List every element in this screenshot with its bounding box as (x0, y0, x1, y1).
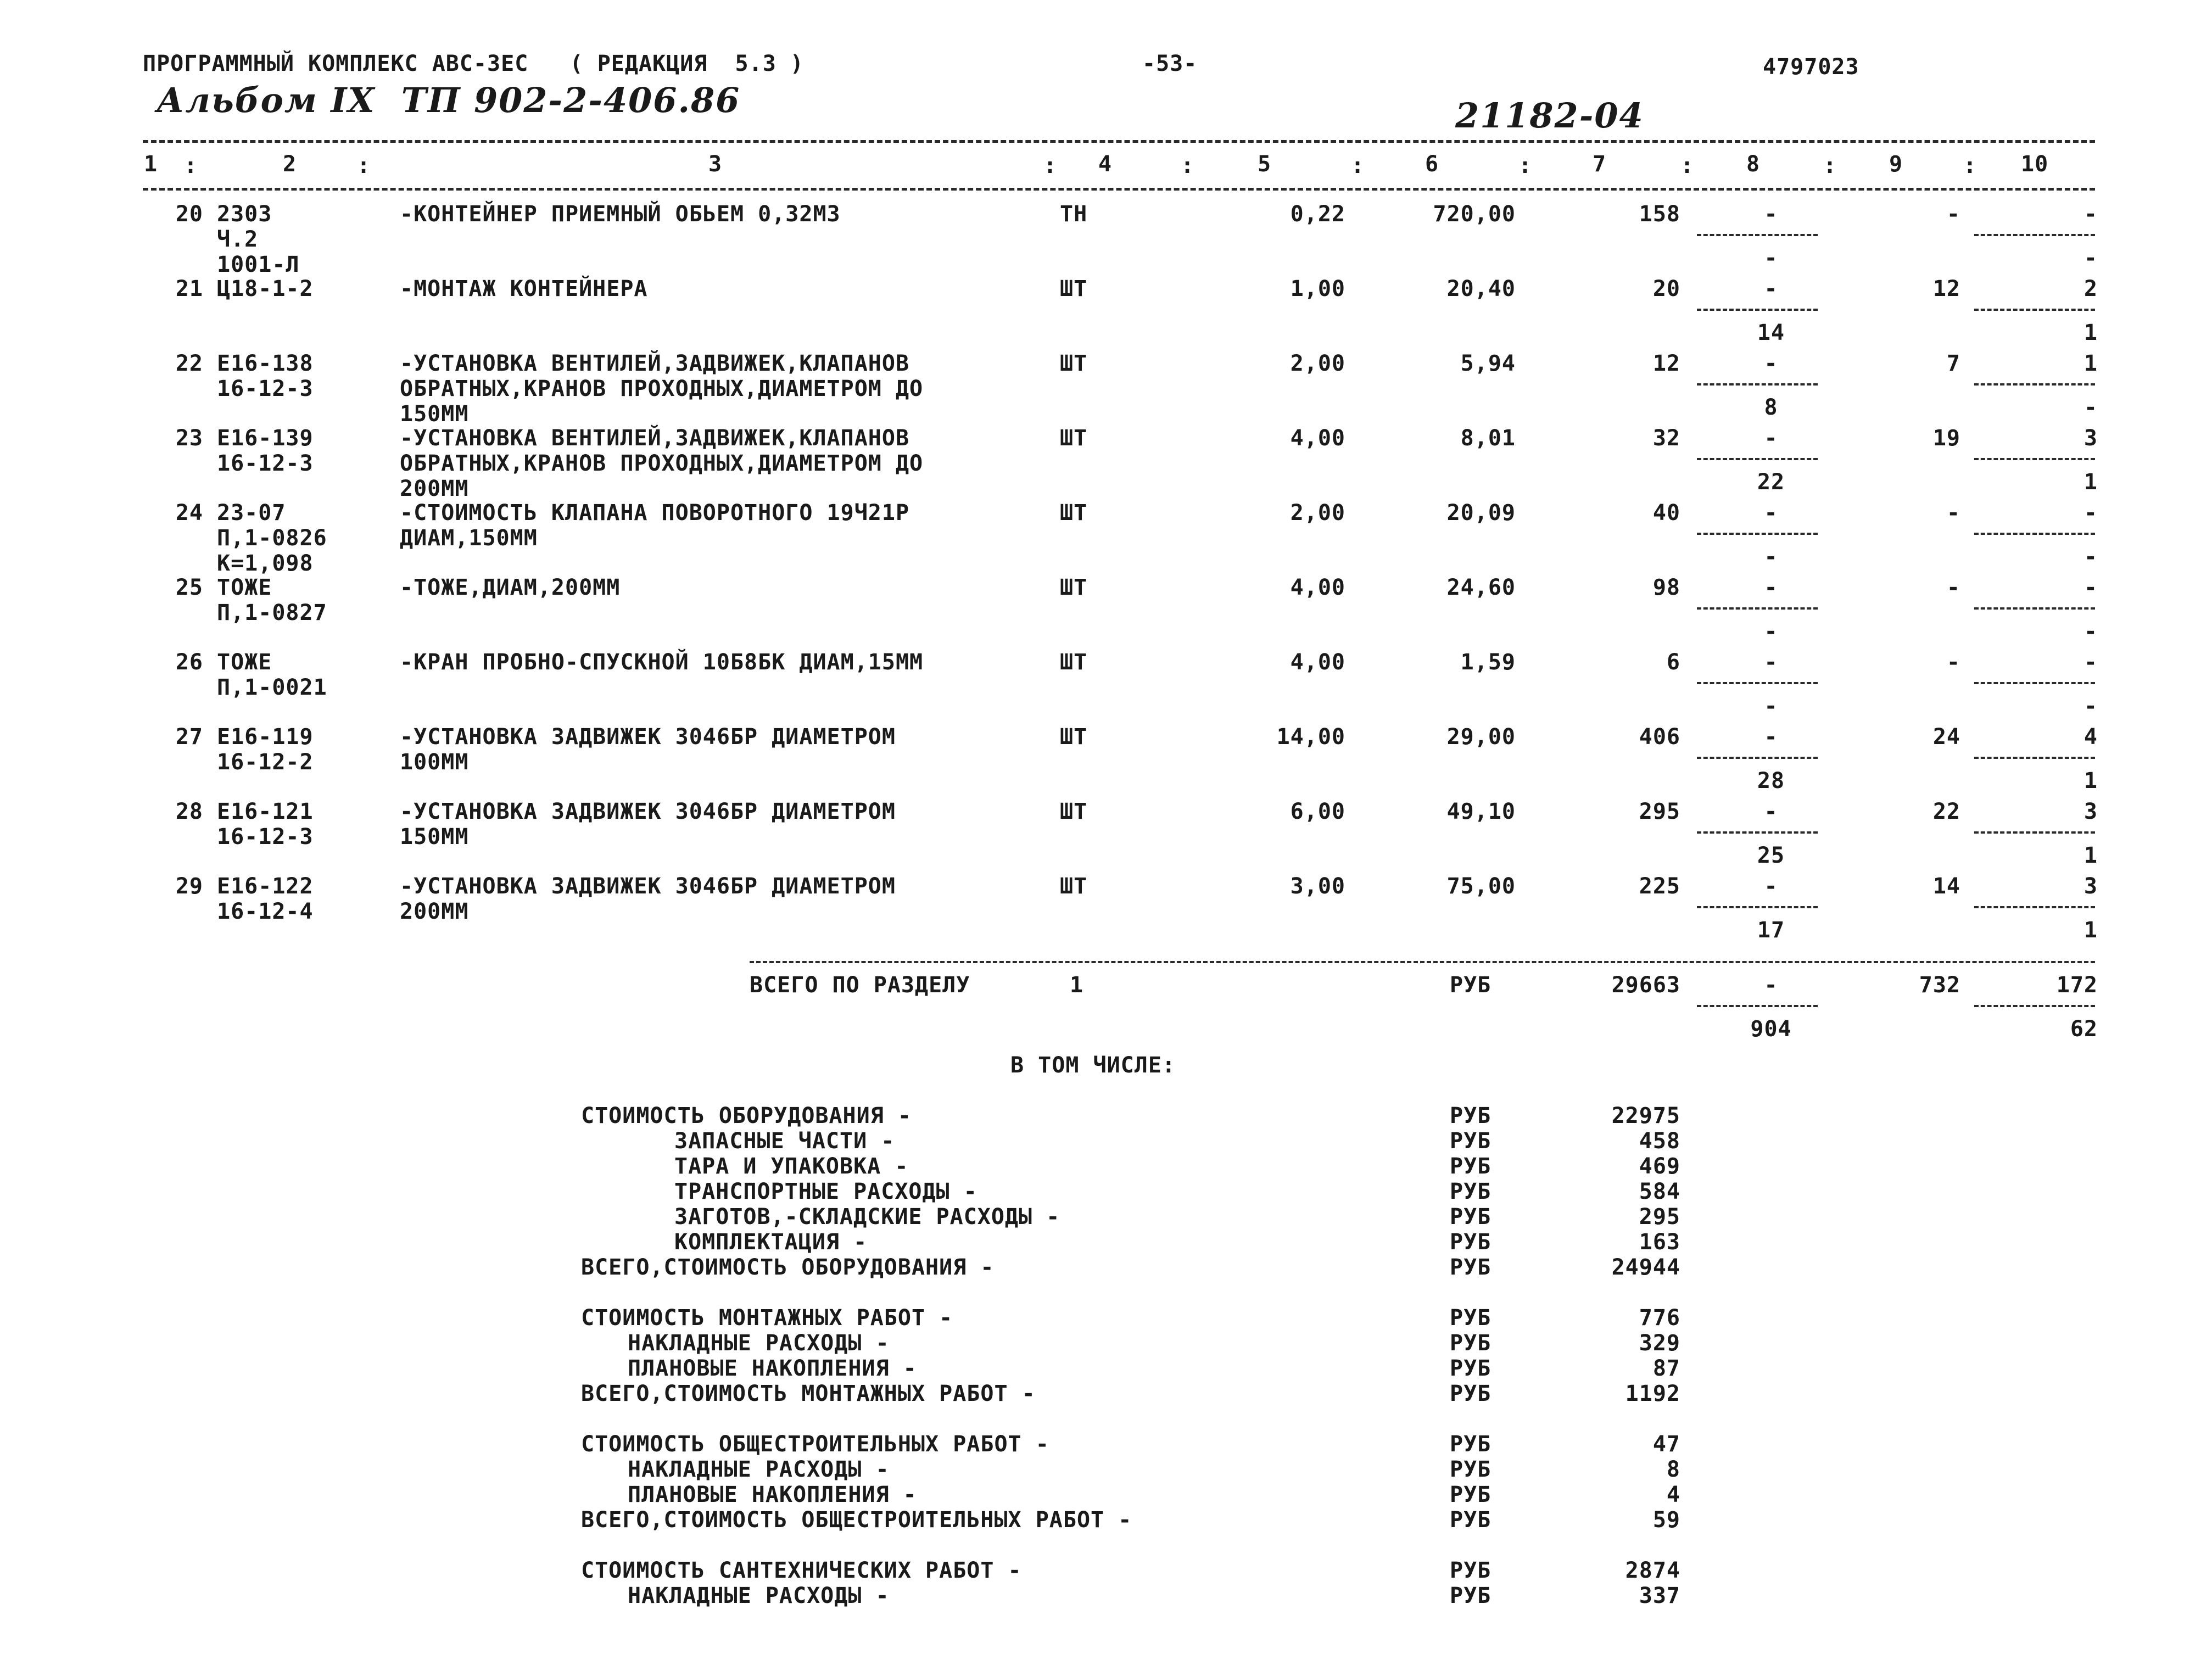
row-code: 16-12-3 (217, 824, 314, 850)
total-label: ВСЕГО ПО РАЗДЕЛУ (750, 973, 970, 998)
row-col8-divider (1697, 234, 1818, 236)
breakdown-label: СТОИМОСТЬ ОБЩЕСТРОИТЕЛЬНЫХ РАБОТ - (581, 1432, 1049, 1457)
program-header: ПРОГРАММНЫЙ КОМПЛЕКС АВС-3ЕС ( РЕДАКЦИЯ 5.3 ) (143, 51, 804, 76)
row-col10-divider (1974, 458, 2095, 460)
column-header-4: 4 (1098, 152, 1113, 177)
row-col10-divider (1974, 906, 2095, 908)
total-col10-lower: 62 (2070, 1016, 2098, 1042)
row-description: -СТОИМОСТЬ КЛАПАНА ПОВОРОТНОГО 19Ч21Р (400, 500, 910, 526)
row-col8-lower: 25 (1757, 843, 1785, 868)
row-description: -УСТАНОВКА ЗАДВИЖЕК 3046БР ДИАМЕТРОМ (400, 799, 896, 824)
row-col10-lower: 1 (2083, 768, 2098, 794)
breakdown-value: 87 (1652, 1356, 1680, 1381)
row-col10-lower: 1 (2083, 320, 2098, 345)
column-separator: : (1351, 153, 1365, 178)
row-quantity: 4,00 (1290, 650, 1345, 675)
row-col10-divider (1974, 682, 2095, 684)
row-col10-upper: - (2083, 202, 2098, 227)
breakdown-currency: РУБ (1450, 1331, 1492, 1356)
row-total: 32 (1652, 426, 1680, 451)
row-description: ДИАМ,150ММ (400, 526, 538, 551)
row-col9: 14 (1932, 874, 1960, 899)
column-header-9: 9 (1889, 152, 1903, 177)
column-separator: : (184, 153, 198, 178)
breakdown-value: 2874 (1625, 1558, 1680, 1583)
row-col8-lower: - (1764, 245, 1778, 271)
breakdown-value: 47 (1652, 1432, 1680, 1457)
row-quantity: 4,00 (1290, 426, 1345, 451)
row-total: 295 (1639, 799, 1680, 824)
row-description: -УСТАНОВКА ЗАДВИЖЕК 3046БР ДИАМЕТРОМ (400, 874, 896, 899)
row-col10-lower: - (2083, 245, 2098, 271)
row-col8-lower: 28 (1757, 768, 1785, 794)
row-col9: - (1946, 575, 1960, 600)
row-col8-lower: - (1764, 544, 1778, 569)
total-currency: РУБ (1450, 973, 1492, 998)
column-header-7: 7 (1593, 152, 1607, 177)
row-col10-divider (1974, 533, 2095, 535)
document-number: 4797023 (1763, 54, 1859, 80)
row-unit: ШТ (1060, 799, 1088, 824)
total-amount: 29663 (1611, 973, 1680, 998)
column-header-1: 1 (144, 152, 158, 177)
row-col8-upper: - (1764, 575, 1778, 600)
breakdown-currency: РУБ (1450, 1305, 1492, 1331)
breakdown-currency: РУБ (1450, 1179, 1492, 1204)
row-code: ТОЖЕ (217, 575, 272, 600)
row-code: Ц18-1-2 (217, 276, 314, 301)
row-number: 29 (175, 874, 203, 899)
breakdown-value: 163 (1639, 1230, 1680, 1255)
row-col8-lower: - (1764, 694, 1778, 719)
breakdown-currency: РУБ (1450, 1103, 1492, 1128)
row-description: -ТОЖЕ,ДИАМ,200ММ (400, 575, 621, 600)
row-col10-upper: 4 (2083, 724, 2098, 750)
row-col10-upper: 3 (2083, 799, 2098, 824)
breakdown-value: 776 (1639, 1305, 1680, 1331)
row-unit-price: 75,00 (1446, 874, 1516, 899)
row-total: 20 (1652, 276, 1680, 301)
row-col8-divider (1697, 309, 1818, 311)
row-quantity: 1,00 (1290, 276, 1345, 301)
breakdown-label: КОМПЛЕКТАЦИЯ - (674, 1230, 868, 1255)
column-separator: : (1823, 153, 1837, 178)
breakdown-currency: РУБ (1450, 1356, 1492, 1381)
breakdown-value: 469 (1639, 1154, 1680, 1179)
row-unit-price: 20,40 (1446, 276, 1516, 301)
breakdown-currency: РУБ (1450, 1128, 1492, 1154)
breakdown-currency: РУБ (1450, 1507, 1492, 1533)
row-col8-upper: - (1764, 799, 1778, 824)
row-code: Е16-139 (217, 426, 314, 451)
breakdown-currency: РУБ (1450, 1255, 1492, 1280)
row-unit: ШТ (1060, 874, 1088, 899)
row-col10-lower: - (2083, 694, 2098, 719)
row-col9: 24 (1932, 724, 1960, 750)
breakdown-label: ЗАГОТОВ,-СКЛАДСКИЕ РАСХОДЫ - (674, 1204, 1060, 1230)
row-unit-price: 49,10 (1446, 799, 1516, 824)
row-code: 16-12-3 (217, 376, 314, 401)
row-col8-lower: 17 (1757, 918, 1785, 943)
row-col10-upper: 2 (2083, 276, 2098, 301)
breakdown-label: ПЛАНОВЫЕ НАКОПЛЕНИЯ - (628, 1356, 917, 1381)
breakdown-title: В ТОМ ЧИСЛЕ: (1010, 1053, 1176, 1078)
row-code: 1001-Л (217, 252, 300, 277)
row-code: П,1-0826 (217, 526, 327, 551)
row-description: 200ММ (400, 476, 469, 501)
row-col10-lower: - (2083, 619, 2098, 644)
row-description: -КОНТЕЙНЕР ПРИЕМНЫЙ ОБЬЕМ 0,32М3 (400, 202, 841, 227)
row-number: 24 (175, 500, 203, 526)
breakdown-label: ВСЕГО,СТОИМОСТЬ ОБОРУДОВАНИЯ - (581, 1255, 995, 1280)
row-unit: ТН (1060, 202, 1088, 227)
row-col8-upper: - (1764, 724, 1778, 750)
row-code: Е16-119 (217, 724, 314, 750)
row-number: 23 (175, 426, 203, 451)
row-unit: ШТ (1060, 650, 1088, 675)
breakdown-value: 337 (1639, 1583, 1680, 1608)
row-code: 16-12-4 (217, 899, 314, 924)
row-col10-upper: - (2083, 575, 2098, 600)
row-unit-price: 1,59 (1460, 650, 1516, 675)
total-col8-upper: - (1764, 973, 1778, 998)
breakdown-value: 1192 (1625, 1381, 1680, 1406)
row-unit-price: 20,09 (1446, 500, 1516, 526)
row-col10-lower: 1 (2083, 918, 2098, 943)
breakdown-value: 8 (1666, 1457, 1680, 1482)
row-col10-divider (1974, 383, 2095, 385)
row-code: П,1-0021 (217, 675, 327, 700)
row-number: 22 (175, 351, 203, 376)
row-col9: 7 (1946, 351, 1960, 376)
breakdown-currency: РУБ (1450, 1204, 1492, 1230)
row-col9: 22 (1932, 799, 1960, 824)
column-separator: : (357, 153, 371, 178)
breakdown-label: ЗАПАСНЫЕ ЧАСТИ - (674, 1128, 895, 1154)
breakdown-value: 295 (1639, 1204, 1680, 1230)
row-description: 150ММ (400, 401, 469, 427)
row-col8-lower: - (1764, 619, 1778, 644)
row-quantity: 0,22 (1290, 202, 1345, 227)
row-col10-lower: 1 (2083, 470, 2098, 495)
row-col8-divider (1697, 533, 1818, 535)
row-number: 20 (175, 202, 203, 227)
breakdown-label: ТРАНСПОРТНЫЕ РАСХОДЫ - (674, 1179, 977, 1204)
row-quantity: 14,00 (1276, 724, 1345, 750)
row-description: 200ММ (400, 899, 469, 924)
total-col8-lower: 904 (1750, 1016, 1792, 1042)
row-col8-divider (1697, 458, 1818, 460)
total-col9: 732 (1919, 973, 1960, 998)
row-unit-price: 29,00 (1446, 724, 1516, 750)
row-col10-divider (1974, 607, 2095, 610)
breakdown-value: 458 (1639, 1128, 1680, 1154)
row-description: ОБРАТНЫХ,КРАНОВ ПРОХОДНЫХ,ДИАМЕТРОМ ДО (400, 451, 924, 476)
row-unit: ШТ (1060, 500, 1088, 526)
row-unit: ШТ (1060, 276, 1088, 301)
total-rule (750, 961, 2095, 963)
column-header-3: 3 (708, 152, 723, 177)
column-separator: : (1043, 153, 1058, 178)
row-unit-price: 8,01 (1460, 426, 1516, 451)
row-total: 406 (1639, 724, 1680, 750)
column-header-10: 10 (2021, 152, 2049, 177)
row-col10-upper: - (2083, 500, 2098, 526)
row-description: -УСТАНОВКА ВЕНТИЛЕЙ,ЗАДВИЖЕК,КЛАПАНОВ (400, 351, 910, 376)
row-col8-divider (1697, 682, 1818, 684)
breakdown-value: 22975 (1611, 1103, 1680, 1128)
row-total: 225 (1639, 874, 1680, 899)
row-unit: ШТ (1060, 575, 1088, 600)
column-separator: : (1963, 153, 1978, 178)
row-description: 150ММ (400, 824, 469, 850)
row-quantity: 2,00 (1290, 351, 1345, 376)
row-description: ОБРАТНЫХ,КРАНОВ ПРОХОДНЫХ,ДИАМЕТРОМ ДО (400, 376, 924, 401)
row-unit-price: 24,60 (1446, 575, 1516, 600)
row-quantity: 4,00 (1290, 575, 1345, 600)
row-col8-divider (1697, 906, 1818, 908)
row-col8-divider (1697, 757, 1818, 759)
row-col9: - (1946, 202, 1960, 227)
row-quantity: 6,00 (1290, 799, 1345, 824)
breakdown-label: СТОИМОСТЬ МОНТАЖНЫХ РАБОТ - (581, 1305, 953, 1331)
breakdown-value: 24944 (1611, 1255, 1680, 1280)
row-col8-upper: - (1764, 650, 1778, 675)
row-col8-upper: - (1764, 276, 1778, 301)
row-code: ТОЖЕ (217, 650, 272, 675)
row-col8-upper: - (1764, 426, 1778, 451)
row-col8-lower: 8 (1764, 395, 1778, 420)
row-number: 26 (175, 650, 203, 675)
breakdown-label: НАКЛАДНЫЕ РАСХОДЫ - (628, 1331, 890, 1356)
row-col10-upper: 3 (2083, 874, 2098, 899)
row-code: Е16-121 (217, 799, 314, 824)
breakdown-currency: РУБ (1450, 1381, 1492, 1406)
breakdown-value: 4 (1666, 1482, 1680, 1507)
breakdown-label: ПЛАНОВЫЕ НАКОПЛЕНИЯ - (628, 1482, 917, 1507)
row-col9: - (1946, 650, 1960, 675)
row-col10-lower: 1 (2083, 843, 2098, 868)
header-top-rule (143, 140, 2095, 143)
row-col10-divider (1974, 309, 2095, 311)
row-number: 28 (175, 799, 203, 824)
row-unit: ШТ (1060, 724, 1088, 750)
row-code: 16-12-3 (217, 451, 314, 476)
row-unit-price: 720,00 (1433, 202, 1516, 227)
breakdown-label: ВСЕГО,СТОИМОСТЬ ОБЩЕСТРОИТЕЛЬНЫХ РАБОТ - (581, 1507, 1132, 1533)
row-number: 25 (175, 575, 203, 600)
row-col8-divider (1697, 383, 1818, 385)
row-number: 21 (175, 276, 203, 301)
breakdown-label: ТАРА И УПАКОВКА - (674, 1154, 909, 1179)
breakdown-currency: РУБ (1450, 1230, 1492, 1255)
breakdown-currency: РУБ (1450, 1583, 1492, 1608)
total-col10-divider (1974, 1005, 2095, 1007)
row-description: 100ММ (400, 750, 469, 775)
row-col10-divider (1974, 757, 2095, 759)
breakdown-currency: РУБ (1450, 1432, 1492, 1457)
row-description: -КРАН ПРОБНО-СПУСКНОЙ 10Б8БК ДИАМ,15ММ (400, 650, 924, 675)
row-code: 2303 (217, 202, 272, 227)
page-number: -53- (1142, 51, 1198, 76)
row-col8-upper: - (1764, 202, 1778, 227)
breakdown-currency: РУБ (1450, 1457, 1492, 1482)
breakdown-value: 584 (1639, 1179, 1680, 1204)
row-col10-lower: - (2083, 395, 2098, 420)
breakdown-currency: РУБ (1450, 1154, 1492, 1179)
row-col10-divider (1974, 234, 2095, 236)
row-total: 158 (1639, 202, 1680, 227)
row-quantity: 2,00 (1290, 500, 1345, 526)
row-code: 23-07 (217, 500, 286, 526)
column-separator: : (1518, 153, 1533, 178)
breakdown-currency: РУБ (1450, 1482, 1492, 1507)
row-unit: ШТ (1060, 426, 1088, 451)
column-header-8: 8 (1746, 152, 1761, 177)
row-code: К=1,098 (217, 551, 314, 576)
breakdown-label: НАКЛАДНЫЕ РАСХОДЫ - (628, 1457, 890, 1482)
row-total: 12 (1652, 351, 1680, 376)
row-code: Е16-138 (217, 351, 314, 376)
row-code: Е16-122 (217, 874, 314, 899)
row-quantity: 3,00 (1290, 874, 1345, 899)
row-col9: 12 (1932, 276, 1960, 301)
total-unit-qty: 1 (1070, 973, 1084, 998)
row-col8-divider (1697, 607, 1818, 610)
breakdown-value: 59 (1652, 1507, 1680, 1533)
breakdown-label: СТОИМОСТЬ САНТЕХНИЧЕСКИХ РАБОТ - (581, 1558, 1022, 1583)
row-col10-upper: 3 (2083, 426, 2098, 451)
row-col10-upper: - (2083, 650, 2098, 675)
album-handwritten-note: Альбом IX ТП 902-2-406.86 (157, 80, 741, 120)
column-separator: : (1181, 153, 1195, 178)
row-col8-divider (1697, 831, 1818, 834)
row-total: 98 (1652, 575, 1680, 600)
row-code: 16-12-2 (217, 750, 314, 775)
row-description: -УСТАНОВКА ВЕНТИЛЕЙ,ЗАДВИЖЕК,КЛАПАНОВ (400, 426, 910, 451)
total-col8-divider (1697, 1005, 1818, 1007)
row-col8-upper: - (1764, 500, 1778, 526)
row-number: 27 (175, 724, 203, 750)
row-total: 40 (1652, 500, 1680, 526)
breakdown-value: 329 (1639, 1331, 1680, 1356)
breakdown-label: НАКЛАДНЫЕ РАСХОДЫ - (628, 1583, 890, 1608)
row-code: Ч.2 (217, 227, 259, 252)
stamp-number: 21182-04 (1455, 96, 1644, 136)
row-col9: - (1946, 500, 1960, 526)
row-description: -МОНТАЖ КОНТЕЙНЕРА (400, 276, 648, 301)
row-total: 6 (1666, 650, 1680, 675)
row-code: П,1-0827 (217, 600, 327, 625)
column-separator: : (1680, 153, 1695, 178)
row-col8-upper: - (1764, 351, 1778, 376)
breakdown-label: СТОИМОСТЬ ОБОРУДОВАНИЯ - (581, 1103, 912, 1128)
row-col8-upper: - (1764, 874, 1778, 899)
total-col10-upper: 172 (2056, 973, 2098, 998)
row-col10-lower: - (2083, 544, 2098, 569)
row-unit: ШТ (1060, 351, 1088, 376)
row-unit-price: 5,94 (1460, 351, 1516, 376)
row-col9: 19 (1932, 426, 1960, 451)
row-description: -УСТАНОВКА ЗАДВИЖЕК 3046БР ДИАМЕТРОМ (400, 724, 896, 750)
row-col10-divider (1974, 831, 2095, 834)
breakdown-currency: РУБ (1450, 1558, 1492, 1583)
header-bottom-rule (143, 188, 2095, 191)
column-header-5: 5 (1258, 152, 1272, 177)
column-header-6: 6 (1425, 152, 1439, 177)
column-header-2: 2 (283, 152, 297, 177)
row-col8-lower: 22 (1757, 470, 1785, 495)
row-col10-upper: 1 (2083, 351, 2098, 376)
breakdown-label: ВСЕГО,СТОИМОСТЬ МОНТАЖНЫХ РАБОТ - (581, 1381, 1036, 1406)
row-col8-lower: 14 (1757, 320, 1785, 345)
